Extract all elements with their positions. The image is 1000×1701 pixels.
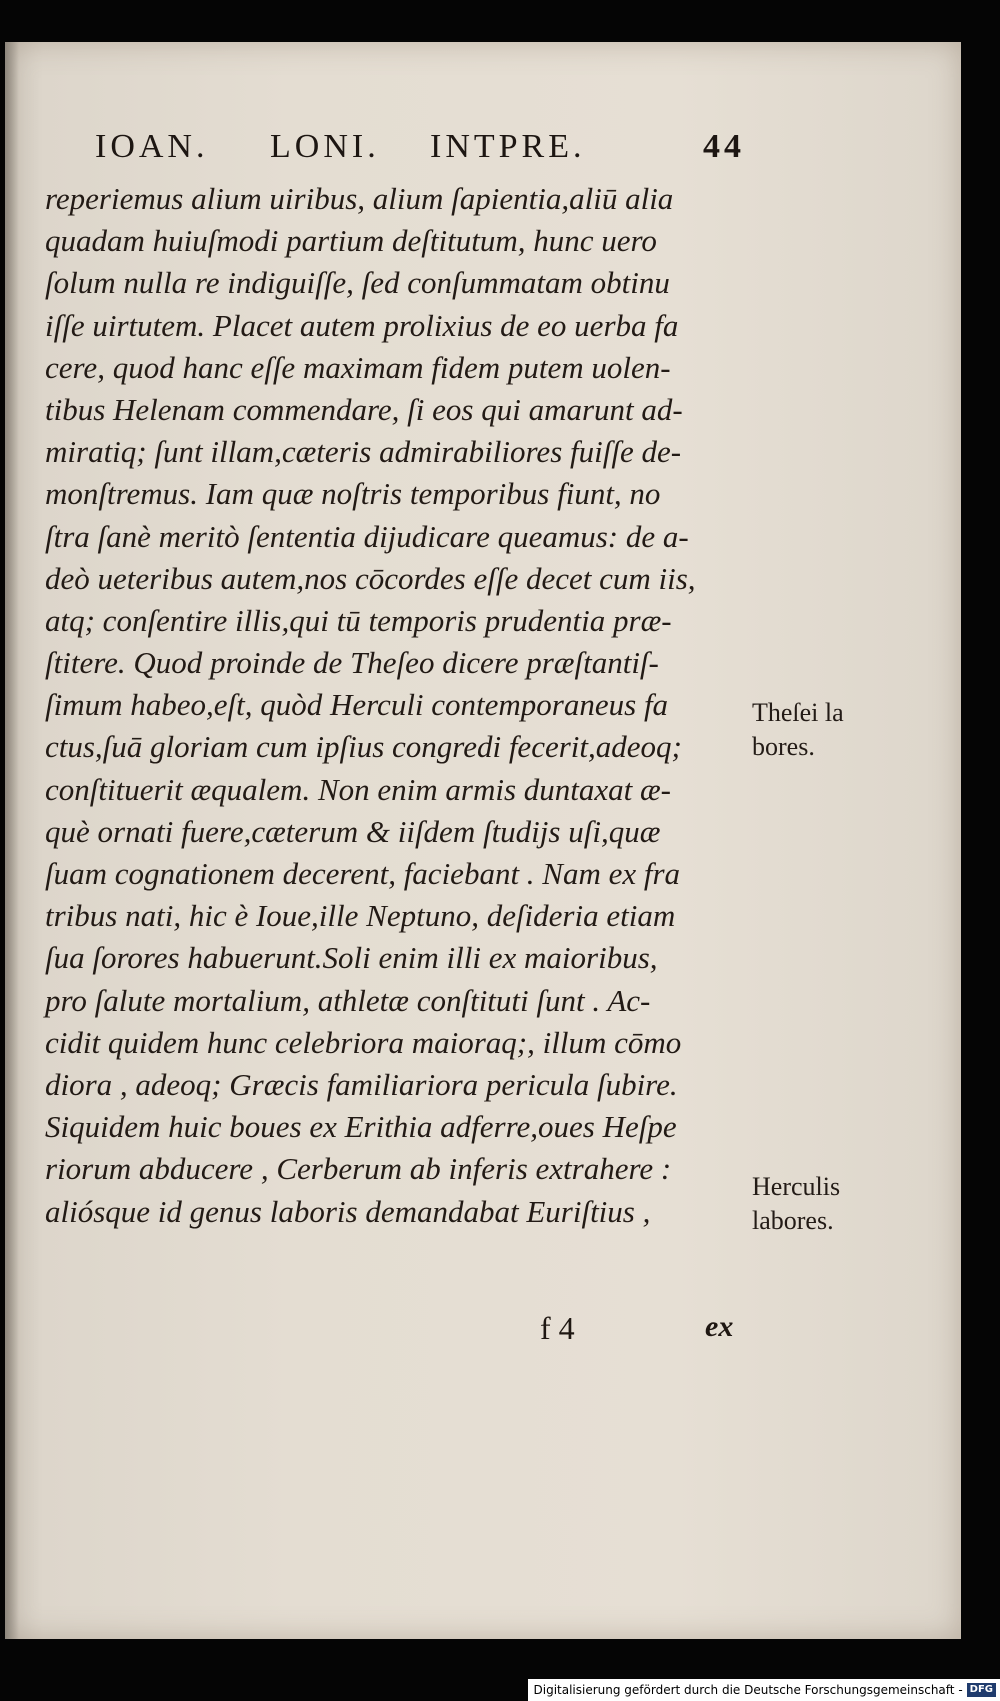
text-line: què ornati fuere,cæterum & iiſdem ſtudijs uſi,quæ	[45, 813, 661, 849]
credit-text: Digitalisierung gefördert durch die Deutsche Forschungsgemeinschaft -	[533, 1683, 963, 1697]
text-line: ſolum nulla re indiguiſſe, ſed conſummatam obtinu	[45, 265, 670, 301]
header-part-3: INTPRE.	[430, 128, 586, 165]
text-line: riorum abducere , Cerberum ab inferis extrahere :	[45, 1151, 672, 1187]
text-line: ſtitere. Quod proinde de Theſeo dicere præſtantiſ-	[45, 645, 659, 681]
margin-note-thesei	[752, 696, 844, 764]
digitization-credit	[528, 1679, 1000, 1701]
text-line: Siquidem huic boues ex Erithia adferre,oues Heſpe	[45, 1109, 677, 1145]
text-line: ſuam cognationem decerent, faciebant . Nam ex fra	[45, 856, 681, 891]
main-text-block	[45, 178, 745, 1233]
dfg-logo: DFG	[967, 1683, 996, 1697]
text-line: ctus,ſuā gloriam cum ipſius congredi fecerit,adeoq;	[45, 729, 682, 765]
page-number: 44	[703, 128, 745, 165]
text-line: cere, quod hanc eſſe maximam fidem putem uolen-	[45, 349, 671, 385]
page-gutter-shadow	[5, 42, 19, 1639]
text-line: iſſe uirtutem. Placet autem prolixius de eo uerba fa	[45, 307, 679, 343]
margin-note-line: Theſei la	[752, 698, 844, 727]
margin-note-line: Herculis	[752, 1172, 841, 1201]
text-line: monſtremus. Iam quæ noſtris temporibus fiunt, no	[45, 476, 661, 512]
text-line: reperiemus alium uiribus, alium ſapientia,aliū alia	[45, 181, 674, 216]
text-line: aliósque id genus laboris demandabat Euriſtius ,	[45, 1193, 651, 1229]
text-line: ſua ſorores habuerunt.Soli enim illi ex maioribus,	[45, 940, 658, 976]
text-line: diora , adeoq; Græcis familiariora pericula ſubire.	[45, 1066, 678, 1102]
margin-note-line: labores.	[752, 1206, 834, 1235]
text-line: conſtituerit æqualem. Non enim armis duntaxat æ-	[45, 771, 671, 807]
margin-note-herculis	[752, 1170, 840, 1238]
running-header	[95, 128, 745, 168]
text-line: atq; conſentire illis,qui tū temporis prudentia præ-	[45, 602, 672, 638]
catchword: ex	[705, 1310, 734, 1343]
text-line: tribus nati, hic è Ioue,ille Neptuno, deſideria etiam	[45, 898, 676, 934]
text-line: tibus Helenam commendare, ſi eos qui amarunt ad-	[45, 391, 683, 427]
text-line: quadam huiuſmodi partium deſtitutum, hunc uero	[45, 223, 657, 259]
text-line: miratiq; ſunt illam,cæteris admirabiliores fuiſſe de-	[45, 434, 682, 470]
text-line: deò ueteribus autem,nos cōcordes eſſe decet cum iis,	[45, 560, 696, 596]
margin-note-line: bores.	[752, 732, 815, 761]
text-line: pro ſalute mortalium, athletæ conſtituti ſunt . Ac-	[45, 982, 651, 1018]
text-line: ſtra ſanè meritò ſententia dijudicare queamus: de a-	[45, 518, 689, 554]
signature-mark: f 4	[540, 1310, 575, 1346]
header-part-1: IOAN.	[95, 128, 209, 165]
text-line: ſimum habeo,eſt, quòd Herculi contemporaneus fa	[45, 687, 669, 723]
header-part-2: LONI.	[270, 128, 380, 165]
text-line: cidit quidem hunc celebriora maioraq;, illum cōmo	[45, 1024, 682, 1060]
